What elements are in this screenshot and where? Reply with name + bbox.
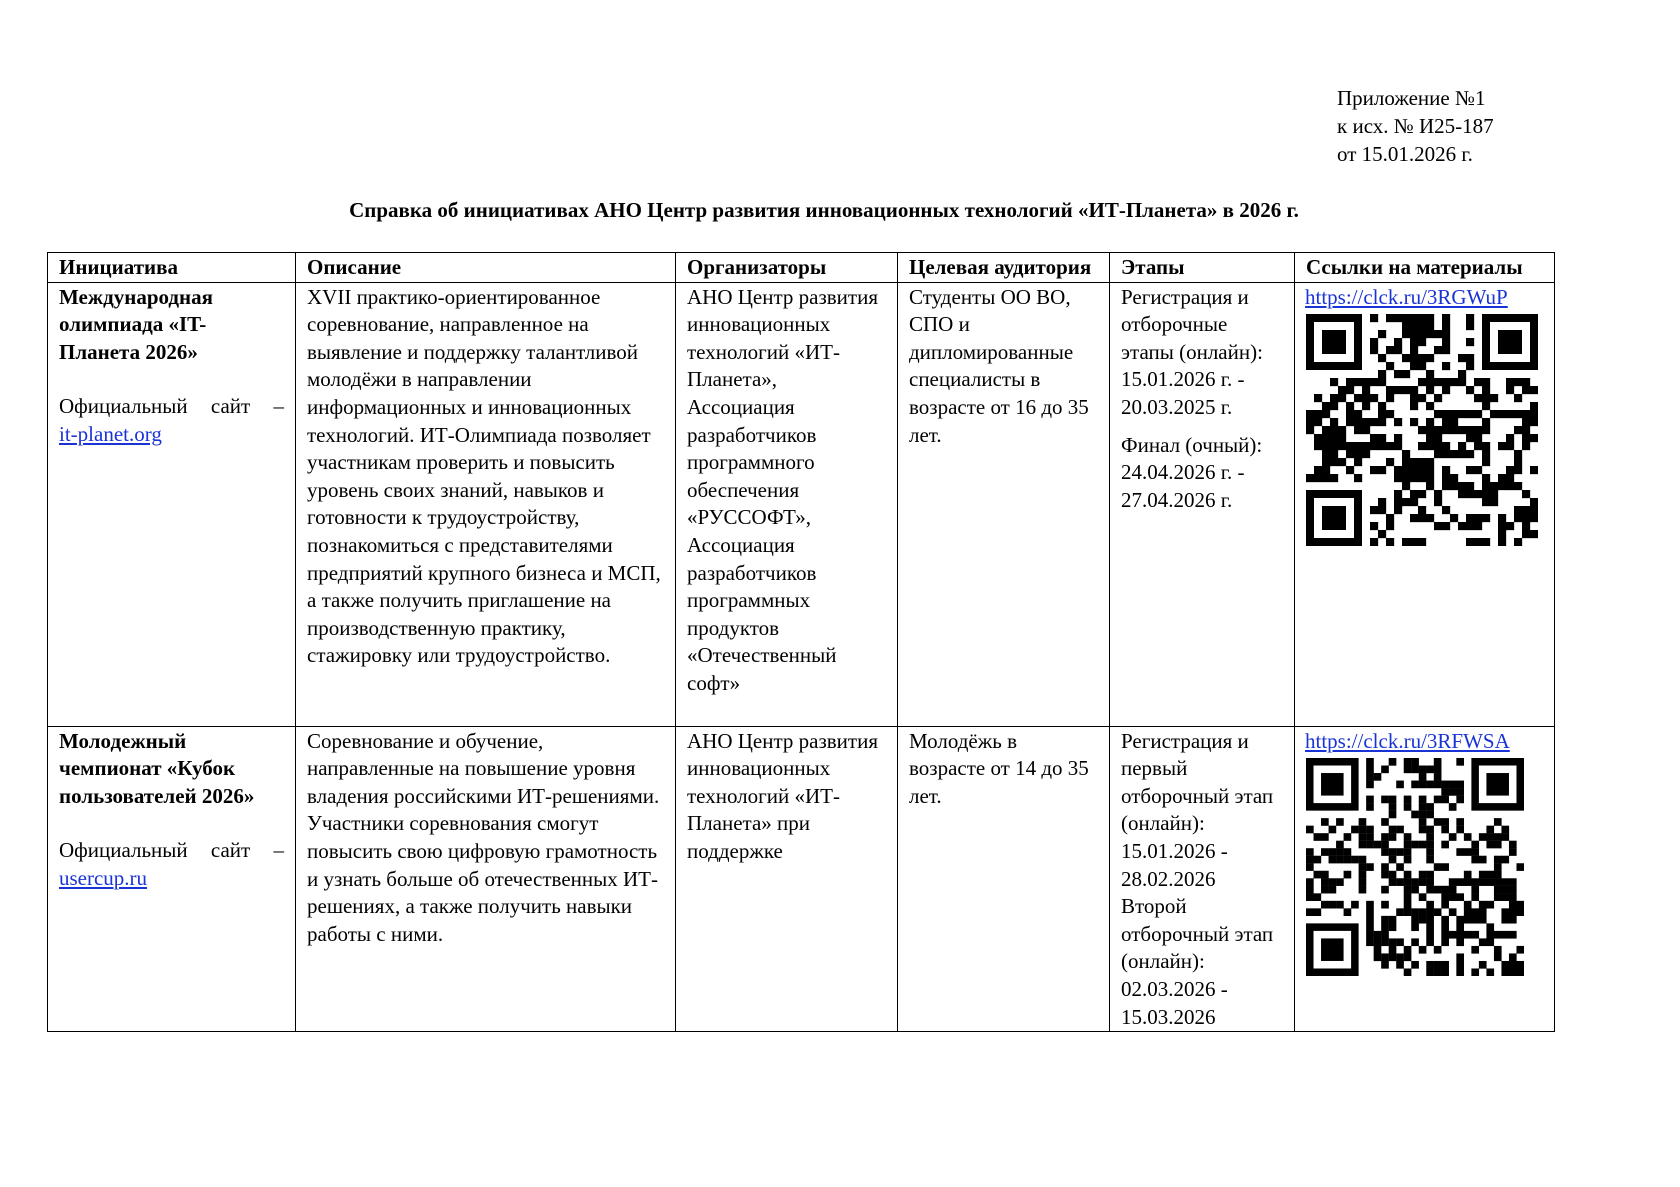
stage-first-qualifying: Регистрация и первый отборочный этап (онлайн): 15.01.2026 - 28.02.2026: [1121, 728, 1274, 891]
appendix-outgoing-ref: к исх. № И25-187: [1337, 114, 1494, 138]
table-header-row: [48, 253, 1555, 283]
materials-link[interactable]: https://clck.ru/3RGWuP: [1305, 284, 1508, 309]
header-links: Ссылки на материалы: [1295, 253, 1555, 283]
header-description: Описание: [296, 253, 676, 283]
qr-code-icon[interactable]: [1306, 758, 1524, 976]
appendix-block: [1337, 84, 1494, 168]
header-initiative: Инициатива: [48, 253, 296, 283]
document-title: Справка об инициативах АНО Центр развития инновационных технологий «ИТ-Планета» в 2026 г.: [349, 198, 1299, 222]
initiative-name: Молодежный чемпионат «Кубок пользователей 2026»: [59, 728, 255, 808]
table-row: [48, 282, 1555, 726]
organizers-cell: АНО Центр развития инновационных технологий «ИТ-Планета» при поддержке: [676, 726, 898, 1032]
audience-cell: Студенты ОО ВО, СПО и дипломированные специалисты в возрасте от 16 до 35 лет.: [898, 282, 1110, 726]
header-stages: Этапы: [1110, 253, 1295, 283]
header-organizers: Организаторы: [676, 253, 898, 283]
qr-code-icon[interactable]: [1306, 314, 1538, 546]
links-cell: [1295, 282, 1555, 726]
stages-cell: [1110, 726, 1295, 1032]
links-cell: [1295, 726, 1555, 1032]
stage-second-qualifying: Второй отборочный этап (онлайн): 02.03.2026 - 15.03.2026: [1121, 894, 1274, 1029]
description-cell: Соревнование и обучение, направленные на повышение уровня владения российскими ИТ-решениями. Участники соревнования смогут повысить свою цифровую грамотность и узнать больше об отечественных ИТ-решениях, а также получить навыки работы с ними.: [296, 726, 676, 1032]
table-row: [48, 726, 1555, 1032]
official-site-link[interactable]: it-planet.org: [59, 421, 162, 446]
official-site-label: Официальный сайт –: [59, 394, 284, 419]
initiatives-table: [47, 252, 1555, 1032]
appendix-number: Приложение №1: [1337, 86, 1486, 110]
initiative-cell: [48, 282, 296, 726]
audience-cell: Молодёжь в возрасте от 14 до 35 лет.: [898, 726, 1110, 1032]
official-site-label: Официальный сайт –: [59, 838, 284, 863]
initiative-cell: [48, 726, 296, 1032]
official-site-link[interactable]: usercup.ru: [59, 865, 148, 890]
description-cell: XVII практико-ориентированное соревнование, направленное на выявление и поддержку талантливой молодёжи в направлении информационных и инновационных технологий. ИТ-Олимпиада позволяет участникам проверить и повысить уровень своих знаний, навыков и готовности к трудоустройству, познакомиться с представителями предприятий крупного бизнеса и МСП, а также получить приглашение на производственную практику, стажировку или трудоустройство.: [296, 282, 676, 726]
stage-final: Финал (очный): 24.04.2026 г. - 27.04.2026 г.: [1121, 432, 1263, 512]
initiative-name: Международная олимпиада «IT-Планета 2026»: [59, 284, 213, 364]
stage-qualifying: Регистрация и отборочные этапы (онлайн): 15.01.2026 г. - 20.03.2025 г.: [1121, 284, 1263, 419]
header-audience: Целевая аудитория: [898, 253, 1110, 283]
appendix-date: от 15.01.2026 г.: [1337, 142, 1473, 166]
stages-cell: [1110, 282, 1295, 726]
organizers-cell: АНО Центр развития инновационных технологий «ИТ-Планета», Ассоциация разработчиков программного обеспечения «РУССОФТ», Ассоциация разработчиков программных продуктов «Отечественный софт»: [676, 282, 898, 726]
materials-link[interactable]: https://clck.ru/3RFWSA: [1305, 728, 1510, 753]
